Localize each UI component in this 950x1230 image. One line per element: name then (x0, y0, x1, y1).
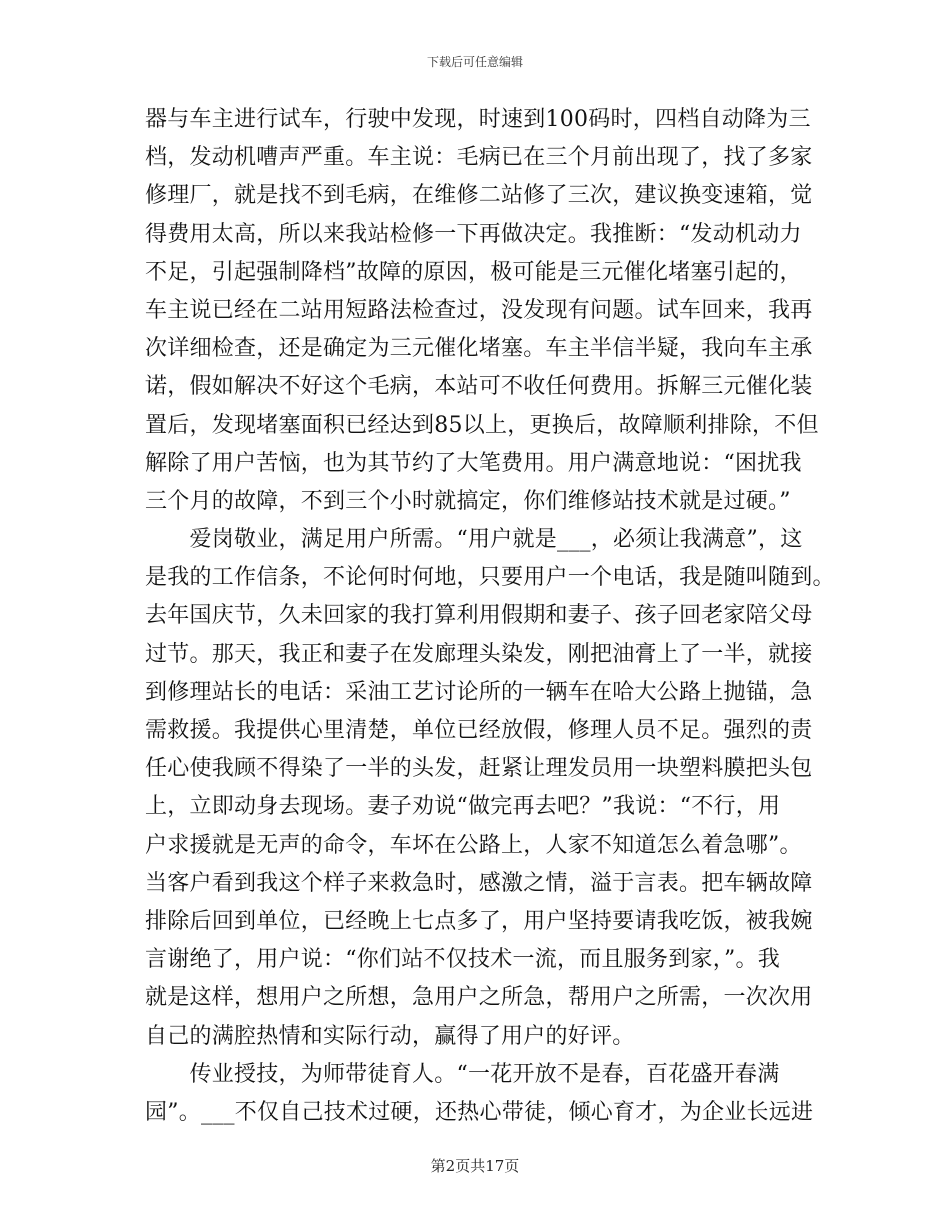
text-line: 解除了用户苦恼，也为其节约了大笔费用。用户满意地说：“困扰我 (145, 450, 802, 476)
text-line: 修理厂，就是找不到毛病，在维修二站修了三次，建议换变速箱，觉 (145, 183, 813, 209)
text-line: 档，发动机嘈声严重。车主说：毛病已在三个月前出现了，找了多家 (145, 145, 813, 171)
page-number: 第2页共17页 (430, 1157, 520, 1175)
text-line: 次详细检查，还是确定为三元催化堵塞。车主半信半疑，我向车主承 (145, 336, 813, 362)
text-line: 去年国庆节，久未回家的我打算利用假期和妻子、孩子回老家陪父母 (145, 603, 813, 629)
text-line: 任心使我顾不得染了一半的头发，赶紧让理发员用一块塑料膜把头包 (145, 756, 813, 782)
text-line: 是我的工作信条，不论何时何地，只要用户一个电话，我是随叫随到。 (145, 565, 835, 591)
text-line: 三个月的故障，不到三个小时就搞定，你们维修站技术就是过硬。” (145, 488, 791, 514)
text-line: 置后，发现堵塞面积已经达到85以上，更换后，故障顺利排除，不但 (145, 412, 819, 438)
text-line: 得费用太高，所以来我站检修一下再做决定。我推断：“发动机动力 (145, 221, 802, 247)
text-line: 传业授技，为师带徒育人。“一花开放不是春，百花盛开春满 (145, 1061, 780, 1087)
text-line: 排除后回到单位，已经晚上七点多了，用户坚持要请我吃饭，被我婉 (145, 908, 813, 934)
text-line: 户求援就是无声的命令，车坏在公路上，人家不知道怎么着急哪”。 (145, 832, 802, 858)
text-line: 过节。那天，我正和妻子在发廊理头染发，刚把油膏上了一半，就接 (145, 641, 813, 667)
text-line: 上，立即动身去现场。妻子劝说“做完再去吧？”我说：“不行，用 (145, 794, 781, 820)
text-line: 自己的满腔热情和实际行动，赢得了用户的好评。 (145, 1023, 635, 1049)
text-line: 当客户看到我这个样子来救急时，感激之情，溢于言表。把车辆故障 (145, 870, 813, 896)
text-line: 诺，假如解决不好这个毛病，本站可不收任何费用。拆解三元催化装 (145, 374, 813, 400)
text-line: 言谢绝了，用户说：“你们站不仅技术一流，而且服务到家，”。我 (145, 947, 780, 973)
text-line: 到修理站长的电话：采油工艺讨论所的一辆车在哈大公路上抛锚，急 (145, 679, 813, 705)
text-line: 爱岗敬业，满足用户所需。“用户就是___，必须让我满意”，这 (145, 527, 803, 553)
text-line: 车主说已经在二站用短路法检查过，没发现有问题。试车回来，我再 (145, 297, 813, 323)
text-line: 园”。___不仅自己技术过硬，还热心带徒，倾心育才，为企业长远进 (145, 1099, 814, 1125)
text-line: 就是这样，想用户之所想，急用户之所急，帮用户之所需，一次次用 (145, 985, 813, 1011)
text-line: 需救援。我提供心里清楚，单位已经放假，修理人员不足。强烈的责 (145, 718, 813, 743)
page-header: 下载后可任意编辑 (426, 55, 523, 69)
body-text (145, 101, 835, 1132)
text-line: 器与车主进行试车，行驶中发现，时速到100码时，四档自动降为三 (145, 107, 811, 132)
text-line: 不足，引起强制降档”故障的原因，极可能是三元催化堵塞引起的， (145, 259, 802, 285)
